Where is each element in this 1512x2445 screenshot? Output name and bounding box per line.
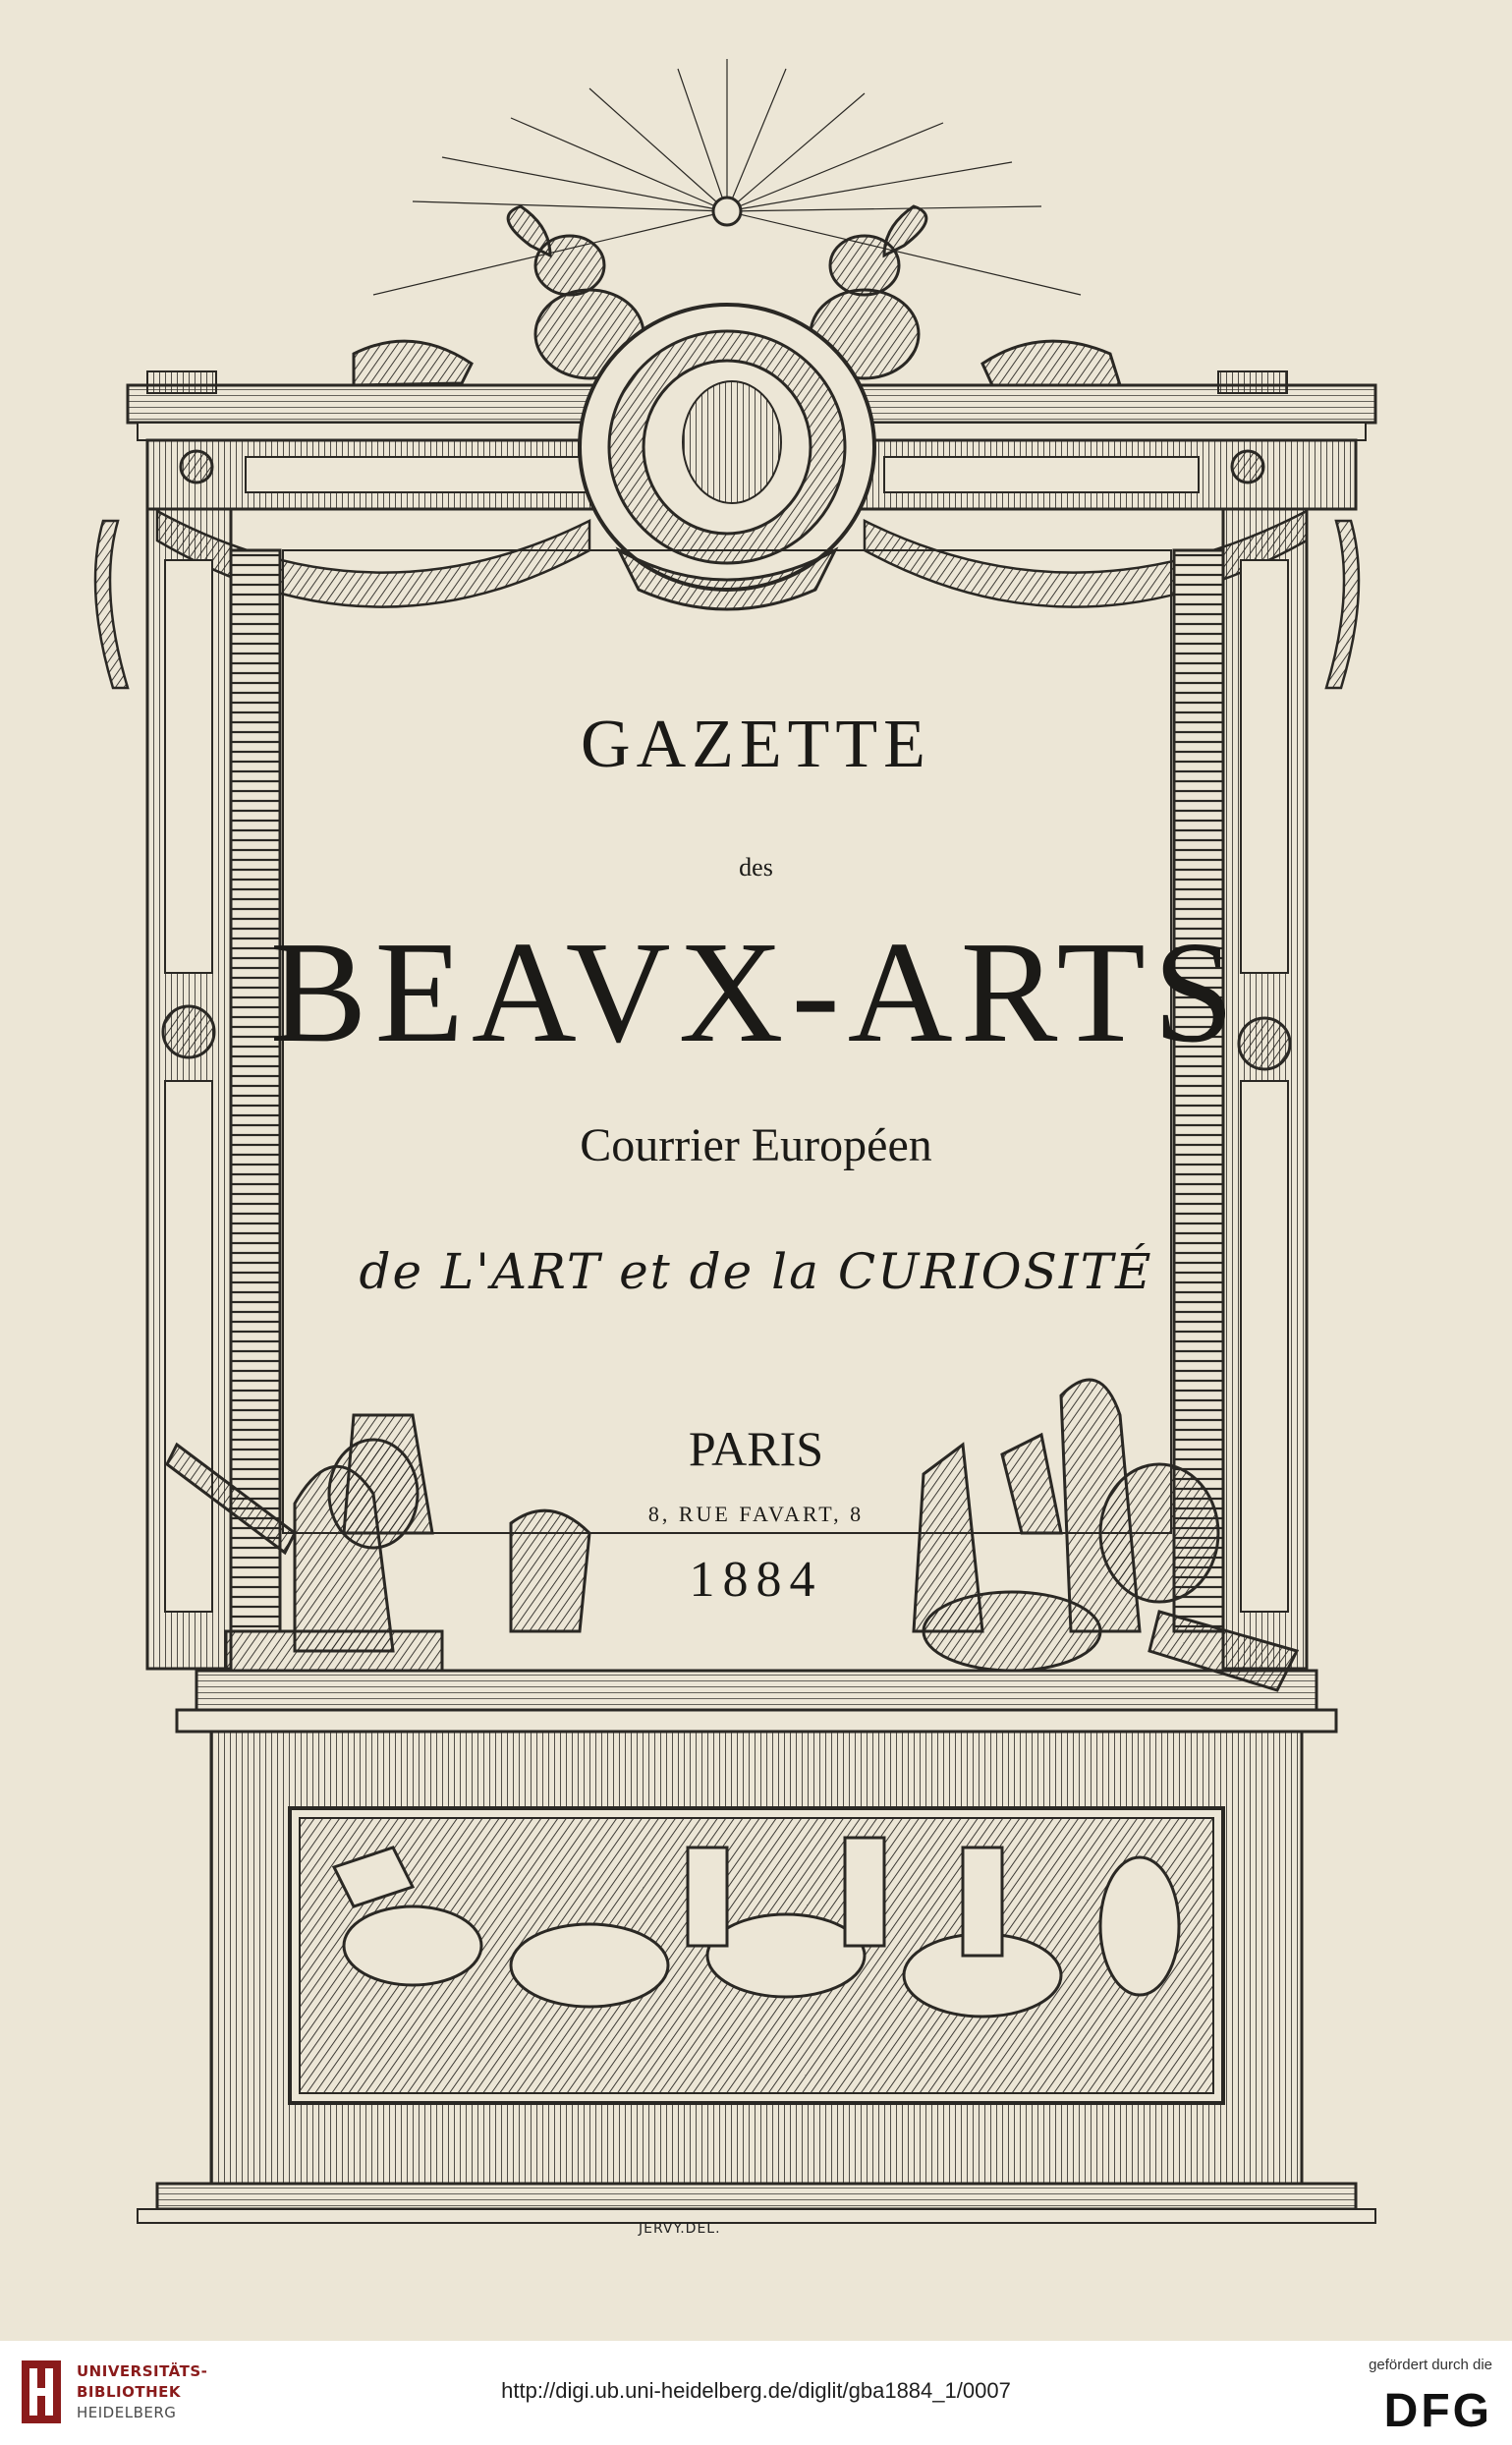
rosette-icon [1232,451,1263,483]
funding-note: gefördert durch die [1369,2357,1492,2373]
star-icon [713,198,741,225]
imprint-address: 8, RUE FAVART, 8 [647,1502,865,1526]
title-gazette: GAZETTE [581,707,931,782]
permalink-url[interactable]: http://digi.ub.uni-heidelberg.de/diglit/gba1884_1/0007 [501,2378,1011,2403]
engraver-credit: JERVY.DEL. [639,2221,721,2237]
title-des: des [739,853,773,881]
library-name-line3: HEIDELBERG [77,2404,177,2421]
imprint-year: 1884 [689,1552,823,1608]
title-beaux-arts: BEAVX-ARTS [269,912,1243,1073]
sunburst-rays [373,59,1081,295]
library-name-line2: BIBLIOTHEK [77,2383,181,2401]
portrait-medallion [580,305,874,609]
digitization-footer [0,2341,1512,2445]
library-name-line1: UNIVERSITÄTS- [77,2362,208,2380]
dfg-logo: DFG [1383,2385,1492,2437]
imprint-city: PARIS [688,1421,824,1476]
rosette-icon [181,451,212,483]
subtitle-courrier: Courrier Européen [580,1119,932,1171]
subtitle-art-curiosite: de L'ART et de la CURIOSITÉ [359,1243,1153,1300]
